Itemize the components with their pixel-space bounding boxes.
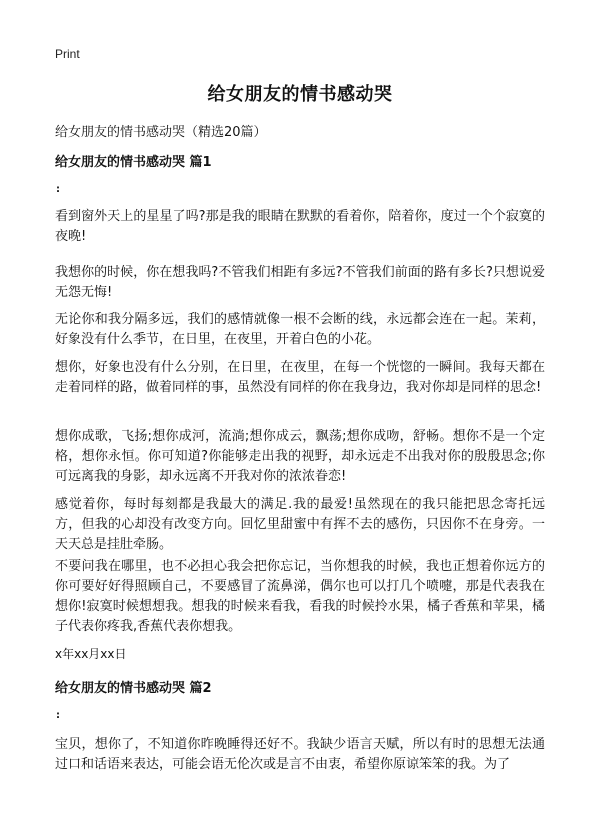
section-marker-1: : [56,184,60,195]
section-heading-2: 给女朋友的情书感动哭 篇2 [55,681,212,696]
date-line: x年xx月xx日 [55,647,127,661]
paragraph: 感觉着你，每时每刻都是我最大的满足.我的最爱!虽然现在的我只能把思念寄托远方，但我的心却没有改变方向。回忆里甜蜜中有挥不去的感伤，只因你不在身旁。一天天总是挂肚牵肠。 [55,497,545,552]
paragraph: 想你，好象也没有什么分别，在日里，在夜里，在每一个恍惚的一瞬间。我每天都在走着同样的路，做着同样的事，虽然没有同样的你在我身边，我对你却是同样的思念! [55,360,545,395]
paragraph: 无论你和我分隔多远，我们的感情就像一根不会断的线，永远都会连在一起。茉莉，好象没有什么季节，在日里，在夜里，开着白色的小花。 [55,312,545,347]
print-link[interactable]: Print [55,47,80,61]
section-heading-1: 给女朋友的情书感动哭 篇1 [55,155,212,170]
document-title: 给女朋友的情书感动哭 [207,84,393,105]
paragraph: 我想你的时候，你在想我吗?不管我们相距有多远?不管我们前面的路有多长?只想说爱无怨无悔! [55,265,545,300]
paragraph: 看到窗外天上的星星了吗?那是我的眼睛在默默的看着你，陪着你，度过一个个寂寞的夜晚! [55,209,545,244]
paragraph: 不要问我在哪里，也不必担心我会把你忘记，当你想我的时候，我也正想着你远方的你可要好好得照顾自己，不要感冒了流鼻涕，偶尔也可以打几个喷嚏，那是代表我在想你!寂寞时候想想我。想我的时候来看我，看我的时候拎水果，橘子香蕉和苹果，橘子代表你疼我,香蕉代表你想我。 [55,559,545,634]
paragraph: 想你成歌，飞扬;想你成河，流淌;想你成云，飘荡;想你成吻，舒畅。想你不是一个定格，想你永恒。你可知道?你能够走出我的视野，却永远走不出我对你的殷殷思念;你可远离我的身影，却永远离不开我对你的浓浓眷恋! [55,429,545,484]
document-subtitle: 给女朋友的情书感动哭（精选20篇） [55,125,267,140]
paragraph: 宝贝，想你了，不知道你昨晚睡得还好不。我缺少语言天赋，所以有时的思想无法通过口和话语来表达，可能会语无伦次或是言不由衷，希望你原谅笨笨的我。为了 [55,737,545,772]
section-marker-2: : [56,710,60,721]
